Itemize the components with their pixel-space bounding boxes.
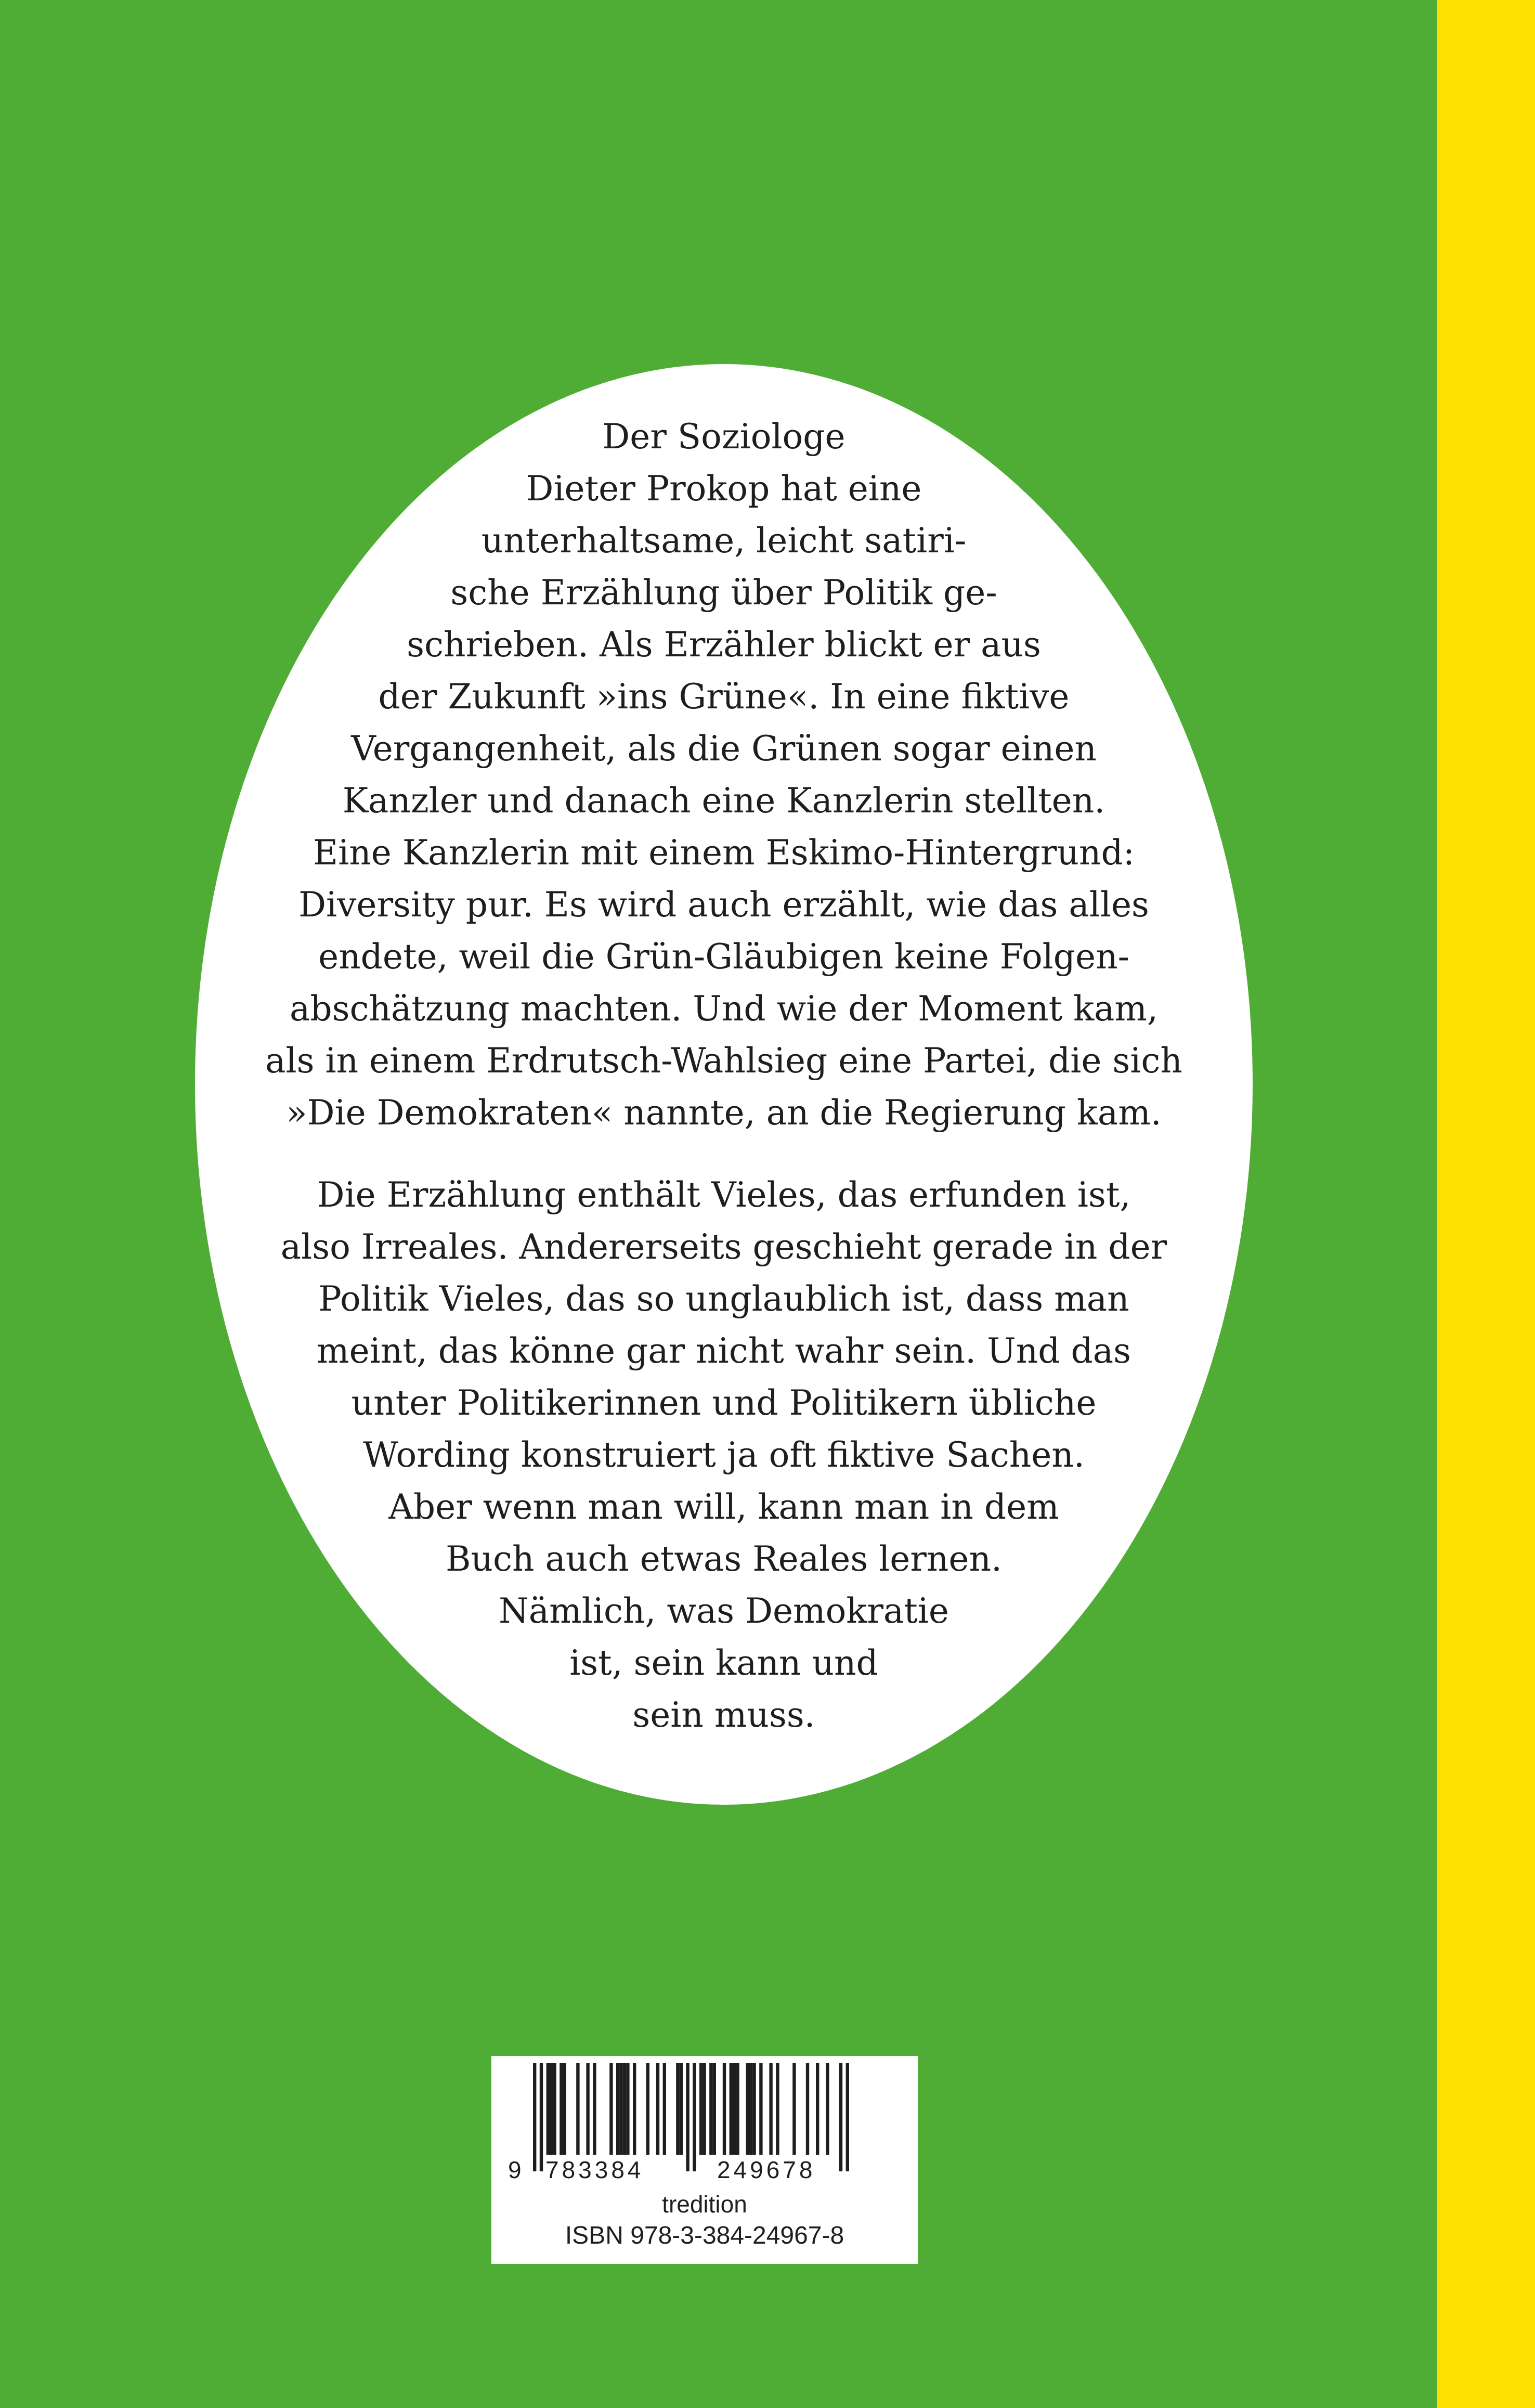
barcode-digits [491,2156,918,2187]
blurb-text [195,411,1253,1741]
blurb-line: der Zukunft »ins Grüne«. In eine fiktive [378,677,1070,717]
barcode-bar [776,2063,779,2155]
blurb-line: Nämlich, was Demokratie [499,1591,949,1631]
barcode-bar [576,2063,579,2155]
blurb-line: unter Politikerinnen und Politikern übliche [351,1383,1097,1423]
blurb-line: Buch auch etwas Reales lernen. [446,1539,1002,1579]
barcode-bar [619,2063,622,2155]
barcode-bar [593,2063,596,2155]
blurb-line: Wording konstruiert ja oft fiktive Sachen. [363,1435,1085,1475]
blurb-line: Aber wenn man will, kann man in dem [388,1487,1059,1527]
blurb-line: schrieben. Als Erzähler blickt er aus [407,625,1041,665]
barcode-bar [633,2063,636,2155]
barcode-label [491,2056,918,2264]
barcode-bar [693,2063,696,2171]
paragraph-gap [195,1139,1253,1169]
blurb-line: sein muss. [632,1695,815,1735]
barcode-bar [563,2063,566,2155]
blurb-line: Kanzler und danach eine Kanzlerin stellten. [342,781,1105,821]
barcode-bar [816,2063,819,2155]
blurb-line: also Irreales. Andererseits geschieht gerade in der [280,1227,1167,1267]
barcode-digits-right: 249678 [715,2156,818,2184]
barcode-bar [560,2063,563,2155]
barcode-bar [713,2063,716,2155]
barcode-bar [646,2063,649,2155]
barcode-bar [699,2063,703,2155]
barcode-bar [723,2063,726,2155]
blurb-line: sche Erzählung über Politik ge- [450,573,997,613]
blurb-line: meint, das könne gar nicht wahr sein. Und das [317,1331,1131,1371]
blurb-line: Die Erzählung enthält Vieles, das erfunden ist, [317,1175,1131,1215]
barcode-bar [839,2063,842,2171]
barcode-bar [806,2063,809,2155]
barcode-bar [769,2063,772,2155]
publisher-name: tredition [662,2191,747,2218]
barcode-bar [709,2063,712,2155]
barcode-bar [586,2063,589,2155]
barcode-bar [686,2063,689,2171]
blurb-line: Diversity pur. Es wird auch erzählt, wie das alles [298,885,1149,925]
blurb-line: Eine Kanzlerin mit einem Eskimo-Hintergrund: [313,833,1135,873]
blurb-line: unterhaltsame, leicht satiri- [481,521,967,561]
barcode-bar [540,2063,543,2171]
blurb-line: Dieter Prokop hat eine [526,469,922,509]
blurb-line: Vergangenheit, als die Grünen sogar einen [351,729,1097,769]
barcode-bar [609,2063,613,2155]
barcode-bar [826,2063,829,2155]
blurb-line: Politik Vieles, das so unglaublich ist, dass man [318,1279,1129,1319]
barcode-bar [846,2063,849,2171]
isbn-number: ISBN 978-3-384-24967-8 [565,2222,844,2249]
barcode-digit-first: 9 [506,2156,527,2184]
blurb-line: als in einem Erdrutsch-Wahlsieg eine Partei, die sich [265,1041,1182,1081]
blurb-line: endete, weil die Grün-Gläubigen keine Folgen- [318,937,1129,977]
barcode-bar [792,2063,796,2155]
barcode-bar [730,2063,733,2155]
blurb-line: ist, sein kann und [569,1643,878,1683]
barcode-bar [550,2063,553,2155]
barcode-bar [547,2063,550,2155]
barcode-bar [623,2063,626,2155]
barcode-digits-left: 783384 [543,2156,646,2184]
blurb-line: »Die Demokraten« nannte, an die Regierung kam. [286,1093,1162,1133]
barcode-bar [553,2063,556,2155]
barcode-bar [676,2063,679,2155]
barcode-bar [656,2063,659,2155]
yellow-edge-strip [1437,0,1535,2408]
blurb-line: abschätzung machten. Und wie der Moment kam, [290,989,1158,1029]
barcode-bar [626,2063,629,2155]
barcode-bar [746,2063,749,2155]
barcode-bar [752,2063,756,2155]
barcode-bar [749,2063,752,2155]
barcode-bar [533,2063,536,2171]
barcode-bar [733,2063,736,2155]
barcode-bar [736,2063,739,2155]
barcode-bar [663,2063,666,2155]
blurb-line: Der Soziologe [602,417,845,457]
barcode-bar [616,2063,619,2155]
barcode-bar [703,2063,706,2155]
barcode-bar [759,2063,762,2155]
barcode-bar [680,2063,683,2155]
